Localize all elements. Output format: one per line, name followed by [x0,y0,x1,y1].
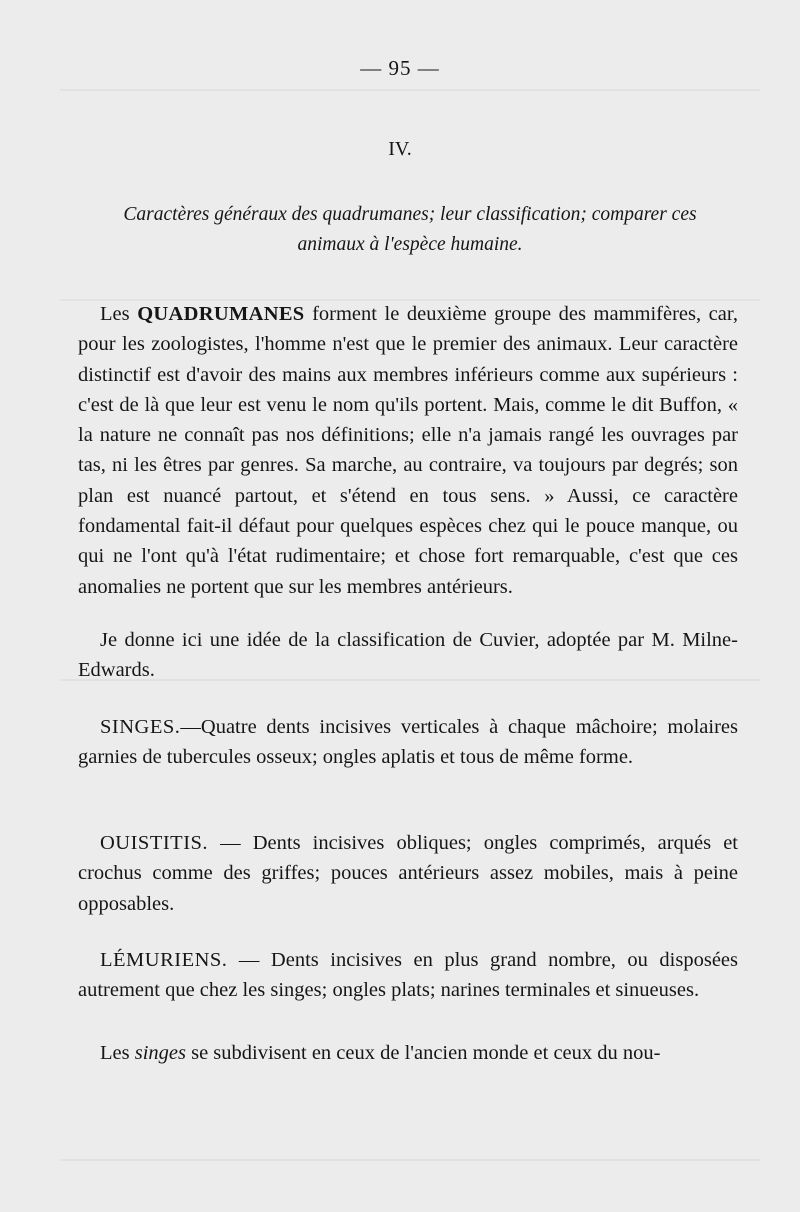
subtitle-line-2: animaux à l'espèce humaine. [297,234,523,255]
paragraph-quadrumanes [78,299,738,602]
paragraph-word: Les [100,1042,135,1064]
page-number: — 95 — [360,56,440,80]
paragraph-lemuriens [78,945,738,1006]
section-number: IV. [388,138,412,160]
term-singes: SINGES. [100,716,181,738]
subtitle-line-1: Caractères généraux des quadrumanes; leur classification; comparer ces [123,204,697,225]
section-subtitle [80,200,740,260]
paragraph-classification-intro: Je donne ici une idée de la classification de Cuvier, adoptée par M. Milne-Edwards. [78,629,738,682]
term-singes-italic: singes [134,1042,186,1064]
paragraph-text: se subdivisent en ceux de l'ancien monde et ceux du nou- [185,1042,661,1064]
term-quadrumanes: QUADRUMANES [137,303,305,325]
paragraph-text: — Dents incisives en plus grand nombre, ou disposées autrement que chez les singes; ongles plats; narines terminales et sinueuses. [78,949,738,1002]
paragraph-text: —Quatre dents incisives verticales à chaque mâchoire; molaires garnies de tubercules osseux; ongles aplatis et tous de même forme. [78,716,738,769]
term-lemuriens: LÉMURIENS. [100,949,228,971]
paragraph-text: — Dents incisives obliques; ongles comprimés, arqués et crochus comme des griffes; pouces antérieurs assez mobiles, mais à peine opposables. [78,832,738,915]
term-ouistitis: OUISTITIS. [100,832,209,854]
paragraph-singes [78,712,738,773]
paragraph-ouistitis [78,828,738,919]
paragraph-closing [78,1038,738,1068]
paragraph-text: forment le deuxième groupe des mammifères, car, pour les zoologistes, l'homme n'est que le premier des animaux. Leur caractère distinctif est d'avoir des mains aux membres inférieurs comme aux supérieurs : c'est de là que leur est venu le nom qu'ils portent. Mais, comme le dit Buffon, « la nature ne connaît pas nos définitions; elle n'a jamais rangé les ouvrages par tas, ni les êtres par genres. Sa marche, au contraire, va toujours par degrés; son plan est nuancé partout, et s'étend en tous sens. » Aussi, ce caractère fondamental fait-il défaut pour quelques espèces chez qui le pouce manque, ou qui ne l'ont qu'à l'état rudimentaire; et chose fort remarquable, c'est que ces anomalies ne portent que sur les membres antérieurs. [78,303,739,598]
paragraph-word: Les [100,303,130,325]
